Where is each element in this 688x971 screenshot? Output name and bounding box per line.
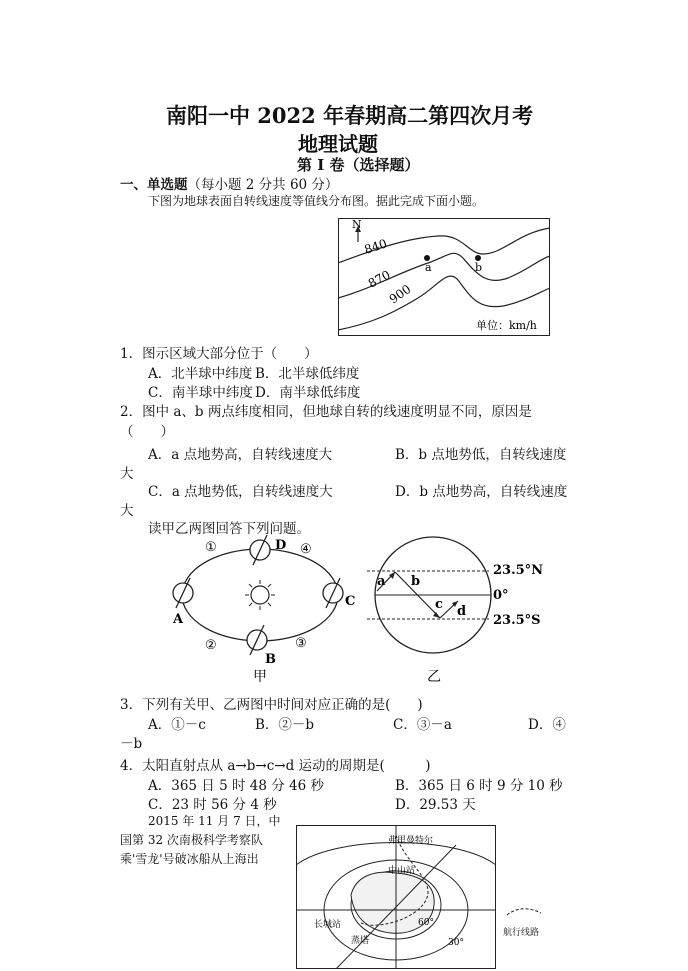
q1-option-b: B．北半球低纬度 [255,366,360,382]
section-note: （每小题 2 分共 60 分） [187,177,339,193]
velocity-contour-map [338,218,550,336]
antarctic-route-map [296,825,496,969]
q2-stem: 2．图中 a、b 两点纬度相同，但地球自转的线速度明显不同，原因是 [120,404,532,420]
q1-option-d: D．南半球低纬度 [255,385,361,401]
yi-point-a: a [377,574,386,589]
figure-intro: 读甲乙两图回答下列问题。 [148,521,310,537]
q2-stem-paren: （ ） [120,424,174,440]
point-b-label: b [475,261,483,274]
orbit-num-2: ② [205,638,217,653]
q2-option-c: C．a 点地势低，自转线速度大 [148,484,333,500]
q1-option-a: A．北半球中纬度 [148,366,253,382]
yi-point-b: b [411,574,421,589]
section-heading [120,173,338,193]
lat-label-23s: 23.5°S [493,613,541,628]
orbit-num-1: ① [205,540,217,555]
north-label: N [352,218,362,231]
point-a-label: a [425,261,432,274]
exam-subject: 地理试题 [298,132,378,156]
map-label-zhengta: 蒸塔 [351,936,370,946]
q2-option-b: B．b 点地势低，自转线速度 [395,447,567,463]
exam-title: 南阳一中 2022 年春期高二第四次月考 [166,103,534,128]
contour-label-840: 840 [362,236,389,257]
map-label-changcheng: 长城站 [314,920,342,930]
caption-yi: 乙 [427,669,441,685]
q4-option-a: A．365 日 5 时 48 分 46 秒 [148,778,325,794]
passage-line-1: 2015 年 11 月 7 日，中 [148,814,281,828]
passage-line-2: 国第 32 次南极科学考察队 [120,833,263,847]
lat-label-23n: 23.5°N [493,563,544,578]
yi-point-d: d [457,604,467,619]
q4-option-d: D．29.53 天 [395,797,476,813]
section-intro: 下图为地球表面自转线速度等值线分布图。据此完成下面小题。 [148,194,485,208]
q4-option-b: B．365 日 6 时 9 分 10 秒 [395,778,563,794]
q1-stem: 1．图示区域大部分位于（ ） [120,346,318,362]
route-legend-line [505,905,545,919]
q3-option-b: B．②－b [255,717,315,733]
caption-jia: 甲 [253,669,267,685]
q2-option-d: D．b 点地势高，自转线速度 [395,484,568,500]
q3-option-a: A．①－c [148,717,206,733]
map-label-fremantle: 弗里曼特尔 [388,836,434,846]
map-label-30deg: 30° [448,938,464,948]
orbit-diagram-jia [165,535,365,685]
q2-option-d-wrap: 大 [120,503,134,519]
route-legend-label: 航行线路 [503,928,540,938]
orbit-num-3: ③ [295,636,307,651]
unit-label: 单位：km/h [476,319,537,332]
contour-label-870: 870 [365,267,393,291]
q2-option-b-wrap: 大 [120,466,134,482]
orbit-letter-d: D [275,538,287,553]
orbit-letter-c: C [345,594,356,609]
q4-stem: 4．太阳直射点从 a→b→c→d 运动的周期是( ) [120,758,431,774]
subsolar-diagram-yi [365,535,565,685]
q3-option-d-wrap: －b [120,736,143,752]
lat-label-equator: 0° [493,588,509,603]
contour-label-900: 900 [386,281,414,307]
q3-option-c: C．③－a [393,717,452,733]
q1-option-c: C．南半球中纬度 [148,385,253,401]
orbit-letter-a: A [173,612,184,627]
q3-option-d: D．④ [528,717,566,733]
orbit-letter-b: B [265,652,276,667]
passage-line-3: 乘'雪龙'号破冰船从上海出 [120,852,259,866]
q4-option-c: C．23 时 56 分 4 秒 [148,797,277,813]
volume-heading: 第 I 卷（选择题） [297,156,420,174]
sun-icon [245,580,275,610]
section-title: 一、单选题 [120,177,188,193]
orbit-num-4: ④ [300,542,312,557]
q2-option-a: A．a 点地势高，自转线速度大 [148,447,333,463]
yi-point-c: c [435,597,443,612]
map-label-zhongshan: 中山站 [388,866,416,876]
q3-stem: 3．下列有关甲、乙两图中时间对应正确的是( ) [120,697,423,713]
map-label-60deg: 60° [418,918,434,928]
